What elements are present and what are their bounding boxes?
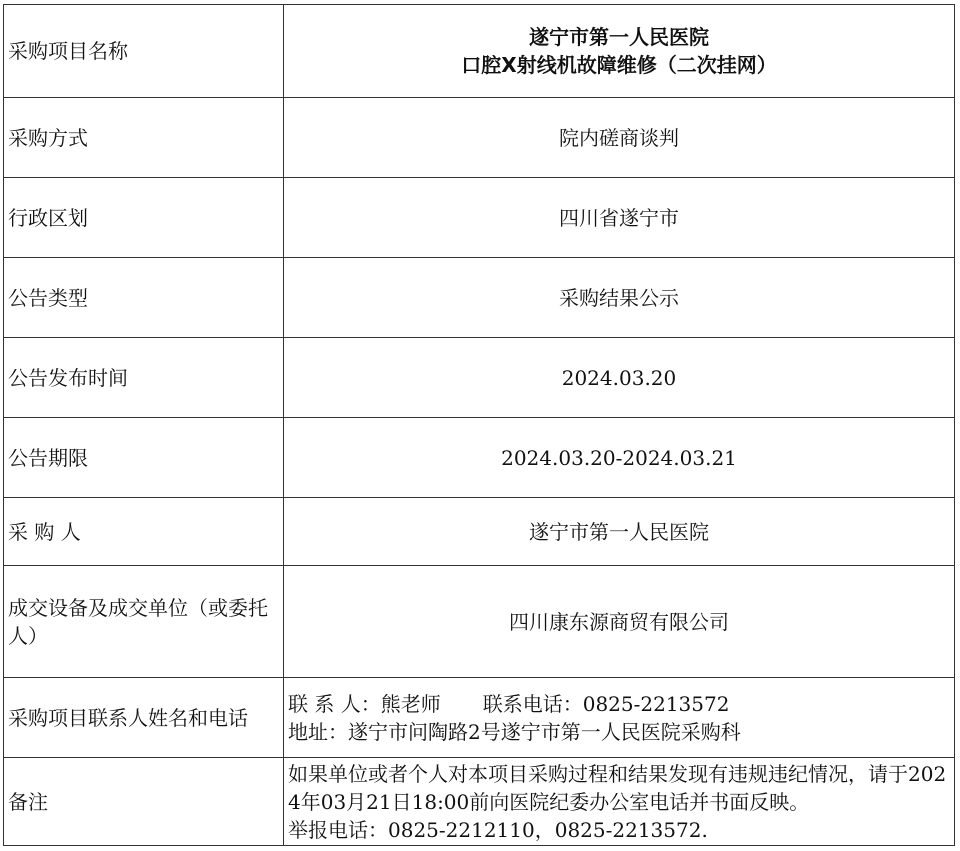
purchaser-value: 遂宁市第一人民医院 — [284, 498, 955, 566]
method-value: 院内磋商谈判 — [284, 98, 955, 178]
project-name-label: 采购项目名称 — [4, 5, 284, 98]
project-name-value — [284, 5, 955, 98]
remarks-label: 备注 — [4, 758, 284, 846]
row-period — [4, 418, 955, 498]
publish-time-value: 2024.03.20 — [284, 338, 955, 418]
project-name-line2: 口腔X射线机故障维修（二次挂网） — [461, 53, 777, 77]
contact-address: 地址：遂宁市问陶路2号遂宁市第一人民医院采购科 — [288, 719, 741, 744]
winner-value: 四川康东源商贸有限公司 — [284, 566, 955, 678]
period-value: 2024.03.20-2024.03.21 — [284, 418, 955, 498]
remarks-value — [284, 758, 955, 846]
row-region — [4, 178, 955, 258]
notice-type-label: 公告类型 — [4, 258, 284, 338]
contact-person: 联 系 人：熊老师 — [288, 691, 441, 716]
row-winner — [4, 566, 955, 678]
winner-label: 成交设备及成交单位（或委托人） — [4, 566, 284, 678]
contact-value — [284, 678, 955, 758]
row-publish-time — [4, 338, 955, 418]
row-contact — [4, 678, 955, 758]
publish-time-label: 公告发布时间 — [4, 338, 284, 418]
contact-label: 采购项目联系人姓名和电话 — [4, 678, 284, 758]
row-method — [4, 98, 955, 178]
region-value: 四川省遂宁市 — [284, 178, 955, 258]
remarks-text: 如果单位或者个人对本项目采购过程和结果发现有违规违纪情况，请于2024年03月21日18:00前向医院纪委办公室电话并书面反映。 — [288, 761, 947, 814]
region-label: 行政区划 — [4, 178, 284, 258]
purchaser-label: 采 购 人 — [4, 498, 284, 566]
remarks-report-phone: 举报电话：0825-2212110，0825-2213572. — [288, 817, 708, 842]
notice-type-value: 采购结果公示 — [284, 258, 955, 338]
period-label: 公告期限 — [4, 418, 284, 498]
procurement-result-table — [3, 4, 955, 846]
contact-person-line — [288, 690, 950, 718]
project-name-line1: 遂宁市第一人民医院 — [529, 25, 709, 49]
contact-phone: 联系电话：0825-2213572 — [482, 691, 730, 716]
method-label: 采购方式 — [4, 98, 284, 178]
row-notice-type — [4, 258, 955, 338]
row-remarks — [4, 758, 955, 846]
row-project-name — [4, 5, 955, 98]
row-purchaser — [4, 498, 955, 566]
